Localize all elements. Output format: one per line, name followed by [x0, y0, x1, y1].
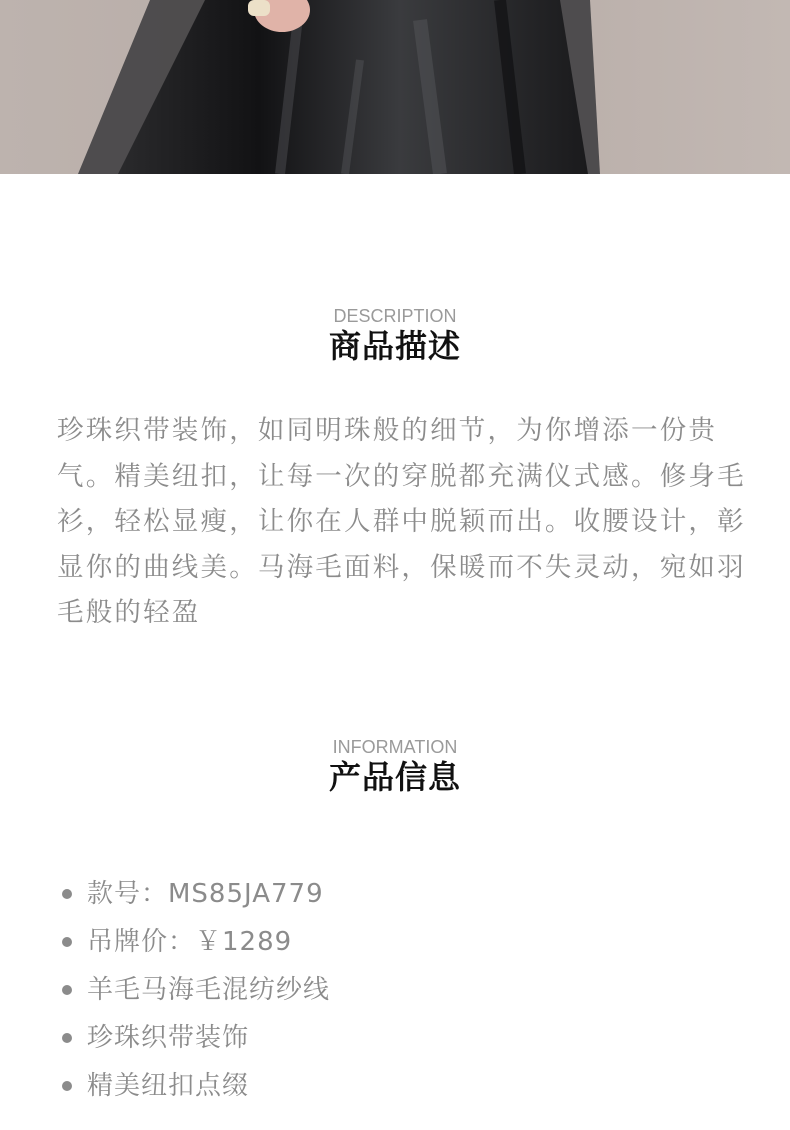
information-title: 产品信息	[328, 758, 461, 796]
bullet-icon	[62, 937, 72, 947]
info-item-buttons: 精美纽扣点缀	[87, 1071, 250, 1101]
description-body: 珍珠织带装饰，如同明珠般的细节，为你增添一份贵气。精美纽扣，让每一次的穿脱都充满仪式感。修身毛衫，轻松显瘦，让你在人群中脱颖而出。收腰设计，彰显你的曲线美。马海毛面料，保暖而不失灵动，宛如羽毛般的轻盈	[57, 415, 746, 628]
info-item-tag-price: 吊牌价：￥1289	[87, 927, 293, 957]
info-item-style-number: 款号：MS85JA779	[87, 879, 324, 909]
hero-photo-illustration	[0, 0, 790, 174]
hero-product-photo	[0, 0, 790, 174]
description-title: 商品描述	[328, 327, 461, 365]
info-item-material: 羊毛马海毛混纺纱线	[87, 975, 331, 1005]
information-list	[60, 870, 330, 1110]
description-header	[0, 306, 790, 366]
information-header	[0, 737, 790, 797]
information-eyebrow: INFORMATION	[332, 737, 458, 757]
info-item-pearl-trim: 珍珠织带装饰	[87, 1023, 250, 1053]
bullet-icon	[62, 985, 72, 995]
list-item	[60, 1062, 330, 1110]
list-item	[60, 918, 330, 966]
list-item	[60, 870, 330, 918]
bullet-icon	[62, 1081, 72, 1091]
description-eyebrow: DESCRIPTION	[333, 306, 457, 326]
list-item	[60, 1014, 330, 1062]
list-item	[60, 966, 330, 1014]
bullet-icon	[62, 889, 72, 899]
bullet-icon	[62, 1033, 72, 1043]
